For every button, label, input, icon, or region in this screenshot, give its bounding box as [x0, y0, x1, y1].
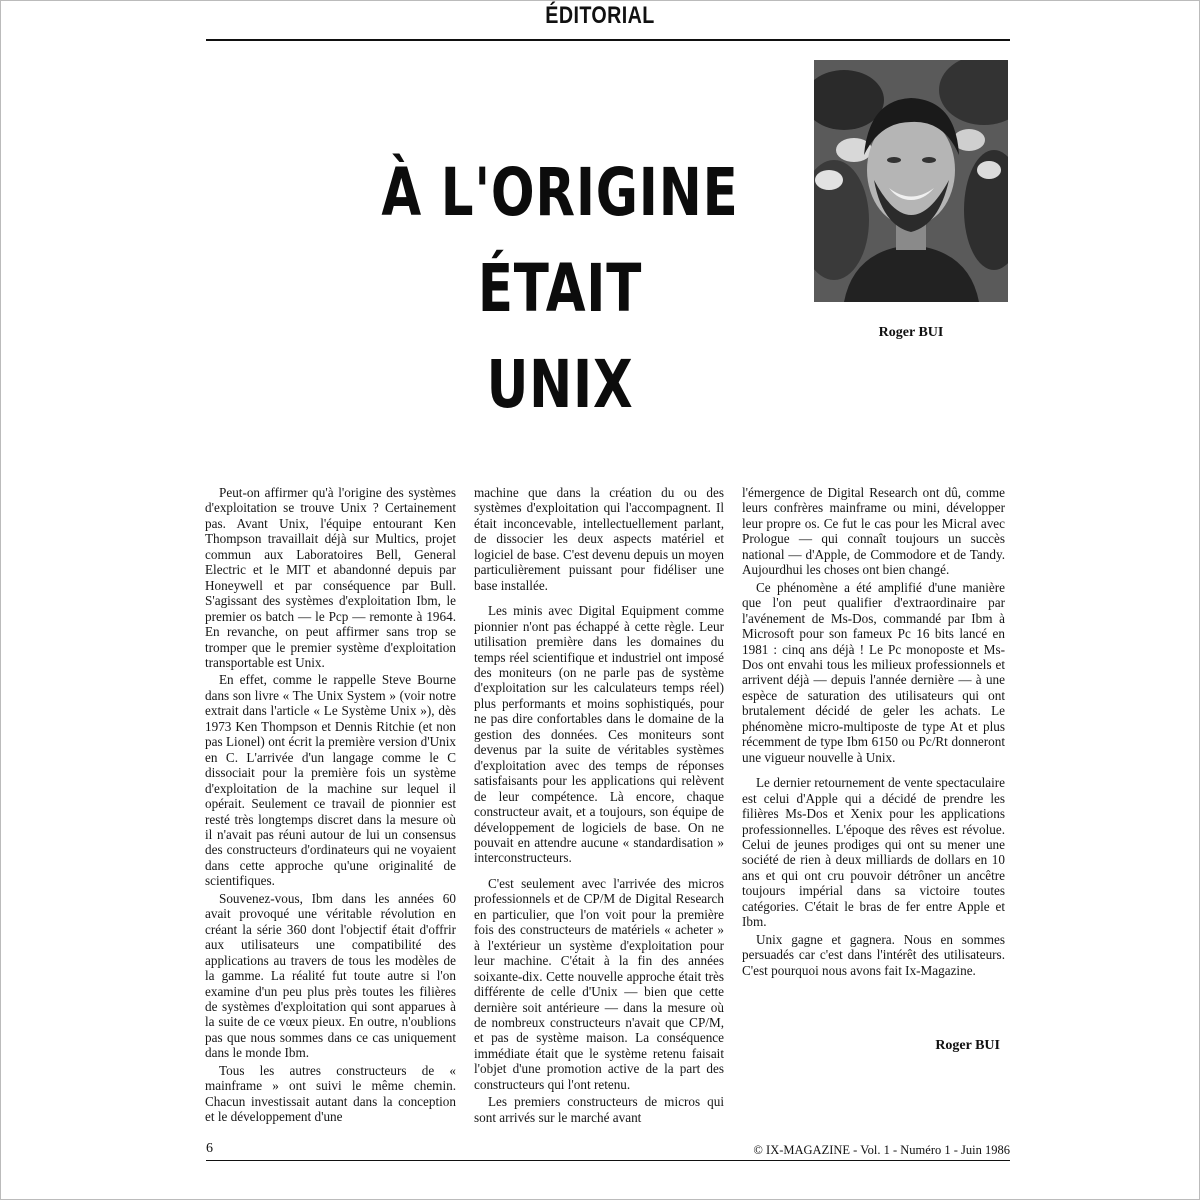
paragraph: Les premiers constructeurs de micros qui sont arrivés sur le marché avant	[474, 1094, 724, 1125]
paragraph: machine que dans la création du ou des systèmes d'exploitation qui l'accompagnent. Il était inconcevable, intellectuellement parlant, de dissocier les deux aspects matériel et logiciel de base. C'est devenu depuis un moyen particulièrement puissant pour fidéliser une base installée.	[474, 485, 724, 593]
footer-rule	[206, 1160, 1010, 1161]
paragraph: Tous les autres constructeurs de « mainframe » ont suivi le même chemin. Chacun investissait autant dans la conception et le développement d'une	[205, 1062, 456, 1125]
headline-line-2: ÉTAIT	[477, 250, 643, 327]
footer-credit: © IX-MAGAZINE - Vol. 1 - Numéro 1 - Juin 1986	[753, 1143, 1010, 1157]
article-column-2	[474, 485, 724, 1125]
author-portrait-photo	[814, 60, 1008, 302]
paragraph: l'émergence de Digital Research ont dû, comme leurs confrères mainframe ou mini, développer leur propre os. Ce fut le cas pour les Micral avec Prologue — qui connaît toujours un succès national — d'Apple, de Commodore et de Tandy. Aujourdhui les choses ont bien changé.	[742, 485, 1005, 578]
headline-line-1: À L'ORIGINE	[381, 154, 739, 231]
headline-line-3: UNIX	[486, 346, 634, 423]
paragraph: Unix gagne et gagnera. Nous en sommes persuadés car c'est dans l'intérêt des utilisateurs. C'est pourquoi nous avons fait Ix-Magazine.	[742, 931, 1005, 978]
header-rule	[206, 39, 1010, 41]
page-number: 6	[206, 1141, 213, 1156]
paragraph: Souvenez-vous, Ibm dans les années 60 avait provoqué une véritable révolution en créant la série 360 dont l'objectif était d'offrir aux utilisateurs une compatibilité des applications au travers de tous les modèles de la gamme. La réalité fut toute autre si l'on examine d'un peu plus près toutes les filières de systèmes d'exploitation qui sont apparues à la suite de ce vœux pieux. En outre, n'oublions pas que nous sommes dans ce cas uniquement dans le monde Ibm.	[205, 890, 456, 1061]
paragraph: Ce phénomène a été amplifié d'une manière que l'on peut qualifier d'extraordinaire par l'avénement de Ms-Dos, commandé par Ibm à Microsoft pour son fameux Pc 16 bits lancé en 1981 : cinq ans déjà ! Le Pc monoposte et Ms-Dos ont envahi tous les milieux professionnels et arrivent déjà — depuis l'année dernière — à une espèce de saturation des utilisateurs qui ont brutalement décidé de geler les achats. Le phénomène micro-multiposte de type At et plus récemment de type Ibm 6150 ou Pc/Rt donneront une vigueur nouvelle à Unix.	[742, 579, 1005, 765]
article-column-3	[742, 485, 1005, 978]
paragraph: C'est seulement avec l'arrivée des micros professionnels et de CP/M de Digital Research en particulier, que l'on voit pour la première fois des constructeurs de matériels « acheter » à l'extérieur un système d'exploitation pour leur machine. C'était à la fin des années soixante-dix. Cette nouvelle approche était très différente de celle d'Unix — bien que cette dernière soit antérieure — dans la mesure où de nombreux constructeurs n'avait que CP/M, et pas de système maison. La conséquence immédiate était que le système retenu faisait l'objet d'une promotion active de la part des constructeurs qui l'ont retenu.	[474, 875, 724, 1092]
photo-caption: Roger BUI	[878, 325, 944, 340]
section-rubric: ÉDITORIAL	[545, 2, 655, 29]
paragraph: Le dernier retournement de vente spectaculaire est celui d'Apple qui a décidé de prendre les filières Ms-Dos et Xenix pour les applications professionnelles. L'époque des rêves est révolue. Celui de jeunes prodiges qui ont su mener une société de rien à deux milliards de dollars en 10 ans et qui ont cru pouvoir détrôner un ancêtre toujours impérial dans sa victoire toutes catégories. C'était le bras de fer entre Apple et Ibm.	[742, 775, 1005, 930]
paragraph: Peut-on affirmer qu'à l'origine des systèmes d'exploitation se trouve Unix ? Certainement pas. Avant Unix, l'équipe entourant Ken Thompson travaillait déjà sur Multics, projet commun aux Laboratoires Bell, General Electric et le MIT et abandonné depuis par Honeywell et par conséquence par Bull. S'agissant des systèmes d'exploitation Ibm, le premier os batch — le Pcp — remonte à 1964. En revanche, on peut affirmer sans trop se tromper que le premier système d'exploitation transportable est Unix.	[205, 485, 456, 670]
article-headline	[357, 145, 763, 433]
paragraph: En effet, comme le rappelle Steve Bourne dans son livre « The Unix System » (voir notre extrait dans l'article « Le Système Unix »), dès 1973 Ken Thompson et Dennis Ritchie (et non pas Lionel) ont écrit la première version d'Unix en C. L'arrivée d'un langage comme le C dissociait pour la première fois un système d'exploitation de la machine sur lequel il opérait. Seulement ce travail de pionnier est resté très longtemps discret dans la mesure où il n'avait pas réuni autour de lui un consensus des constructeurs d'ordinateurs qui ne voyaient dans cette approche qu'une originalité de scientifiques.	[205, 672, 456, 889]
paragraph: Les minis avec Digital Equipment comme pionnier n'ont pas échappé à cette règle. Leur utilisation première dans les domaines du temps réel scientifique et industriel ont imposé des moniteurs (on ne parle pas de système d'exploitation sur les calculateurs temps réel) plus performants et moins sophistiqués, pour ne pas dire confortables dans le domaine de la gestion des données. Ces moniteurs sont devenus par la suite de véritables systèmes d'exploitation avec des temps de réponses satisfaisants pour les applications qui relèvent de leur compétence. Là encore, chaque constructeur avait, et a toujours, son équipe de développement de logiciels de base. On ne pouvait en attendre aucune « standardisation » interconstructeurs.	[474, 603, 724, 866]
article-column-1	[205, 485, 456, 1125]
author-signature: Roger BUI	[935, 1038, 1000, 1053]
